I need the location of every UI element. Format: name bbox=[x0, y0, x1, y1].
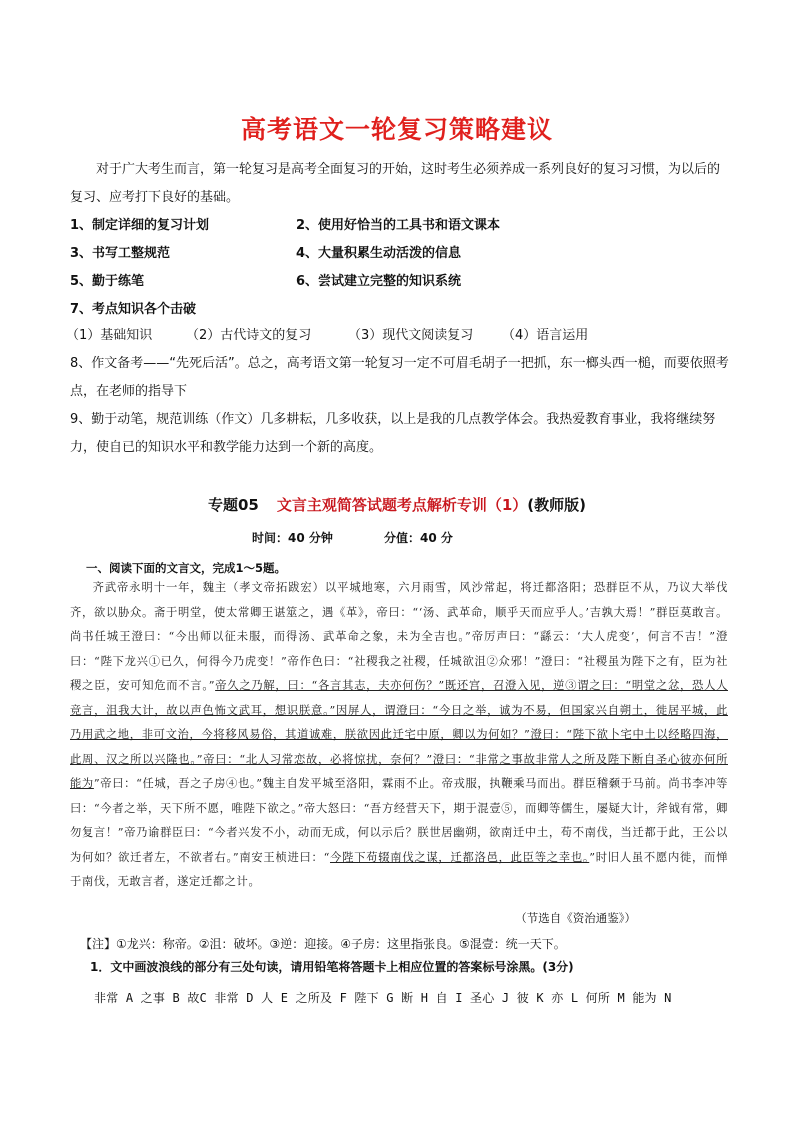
tip-4: 4、大量积累生动活泼的信息 bbox=[296, 246, 462, 261]
page-title: 高考语文一轮复习策略建议 bbox=[240, 115, 553, 144]
classical-passage bbox=[70, 576, 728, 895]
exam-time: 时间：40 分钟 bbox=[252, 531, 333, 545]
passage-part-3: ”时旧人虽不愿内徙，而惮于南伐，无敢言者，遂定迁都之计。 bbox=[70, 850, 729, 888]
tip-5: 5、勤于练笔 bbox=[70, 274, 145, 289]
intro-paragraph: 对于广大考生而言，第一轮复习是高考全面复习的开始，这时考生必须养成一系列良好的复习习惯，为以后的复习、应考打下良好的基础。 bbox=[70, 162, 721, 205]
tip-2: 2、使用好恰当的工具书和语文课本 bbox=[296, 218, 501, 233]
section-number: 专题05 bbox=[207, 496, 259, 514]
underlined-sentence: 今陛下苟辍南伐之谋，迁都洛邑，此臣等之幸也。 bbox=[329, 850, 590, 864]
tip-7-text: 7、考点知识各个击破 bbox=[70, 302, 197, 317]
wavy-underline-sentence: 非常之事故非常人之所及陛下断自圣心彼亦何所能为 bbox=[70, 752, 728, 790]
tip-row-3 bbox=[70, 268, 730, 296]
tip-9: 9、勤于动笔，规范训练（作文）几多耕耘，几多收获，以上是我的几点教学体会。我热爱教育事业，我将继续努力，使自已的知识水平和教学能力达到一个新的高度。 bbox=[70, 412, 716, 455]
sub-point-1: （1）基础知识 bbox=[66, 328, 153, 343]
section-suffix: (教师版) bbox=[527, 496, 587, 514]
question-1: 1．文中画波浪线的部分有三处句读，请用铅笔将答题卡上相应位置的答案标号涂黑。(3分) bbox=[90, 960, 574, 974]
section-title: 文言主观简答试题考点解析专训（1） bbox=[276, 496, 528, 514]
tip-1: 1、制定详细的复习计划 bbox=[70, 218, 210, 233]
sub-point-2: （2）古代诗文的复习 bbox=[186, 328, 312, 343]
sub-point-4: （4）语言运用 bbox=[502, 328, 589, 343]
passage-part-1-tail: 帝久之乃解，曰：“各言其志，夫亦何伤？”既还宫，召澄入见，逆③谓之曰：“明堂之忿，恐人人竞言，沮我大计，故以声色怖文武耳，想识朕意。”因屏人，谓澄曰：“今日之举，诚为不易，但国家兴自朔土，徙居平城，此乃用武之地，非可文治，今将移风易俗，其道诚难，朕欲因此迁宅中原，卿以为何如？”澄曰：“陛下欲卜宅中土以经略四海，此周、汉之所以兴隆也。”帝曰：“北人习常恋故，必将惊扰，奈何？”澄曰：“ bbox=[70, 679, 728, 766]
tip-row-2 bbox=[70, 240, 730, 268]
passage-source: （节选自《资治通鉴》） bbox=[515, 911, 636, 925]
tip-row-1 bbox=[70, 212, 730, 240]
tip-3: 3、书写工整规范 bbox=[70, 246, 171, 261]
annotation-note: 【注】①龙兴：称帝。②沮：破坏。③逆：迎接。④子房：这里指张良。⑤混壹：统一天下。 bbox=[80, 937, 566, 951]
tip-7 bbox=[70, 296, 730, 324]
answer-options: 非常 A 之事 B 故C 非常 D 人 E 之所及 F 陛下 G 断 H 自 I 圣心 J 彼 K 亦 L 何所 M 能为 N bbox=[94, 991, 672, 1005]
sub-points bbox=[66, 322, 730, 350]
sub-point-3: （3）现代文阅读复习 bbox=[348, 328, 474, 343]
tip-6: 6、尝试建立完整的知识系统 bbox=[296, 274, 462, 289]
passage-part-1: 齐武帝永明十一年，魏主（孝文帝拓跋宏）以平城地寒，六月雨雪，风沙常起，将迁都洛阳；恐群臣不从，乃议大举伐齐，欲以胁众。斋于明堂，使太常卿王谌筮之，遇《革》，帝曰：“‘汤、武革命，顺乎天而应乎人。’吉孰大焉！”群臣莫敢言。尚书任城王澄曰：“今出师以征未服，而得汤、武革命之象，未为全吉也。”帝厉声曰：“繇云：‘大人虎变’，何言不吉！”澄曰：“陛下龙兴①已久，何得今乃虎变！”帝作色曰：“社稷我之社稷，任城欲沮②众邪！”澄曰：“社稷虽为陛下之有，臣为社稷之臣，安可知危而不言。” bbox=[70, 581, 728, 692]
passage-part-2: ”帝曰：“任城，吾之子房④也。”魏主自发平城至洛阳，霖雨不止。帝戎服，执鞭乘马而出。群臣稽颡于马前。尚书李冲等曰：“今者之举，天下所不愿，唯陛下欲之。”帝大怒曰：“吾方经营天下，期于混壹⑤，而卿等儒生，屡疑大计，斧钺有常，卿勿复言！”帝乃谕群臣曰：“今者兴发不小，动而无成，何以示后？朕世居幽朔，欲南迁中土，苟不南伐，当迁都于此，王公以为何如？欲迁者左，不欲者右。”南安王桢进曰：“ bbox=[70, 777, 728, 864]
section-heading bbox=[0, 494, 794, 515]
tip-8: 8、作文备考——“先死后活”。总之，高考语文第一轮复习一定不可眉毛胡子一把抓，东一榔头西一槌，而要依照考点，在老师的指导下 bbox=[70, 356, 729, 399]
exam-score: 分值：40 分 bbox=[384, 531, 453, 545]
reading-instruction: 一、阅读下面的文言文，完成1～5题。 bbox=[86, 561, 287, 575]
